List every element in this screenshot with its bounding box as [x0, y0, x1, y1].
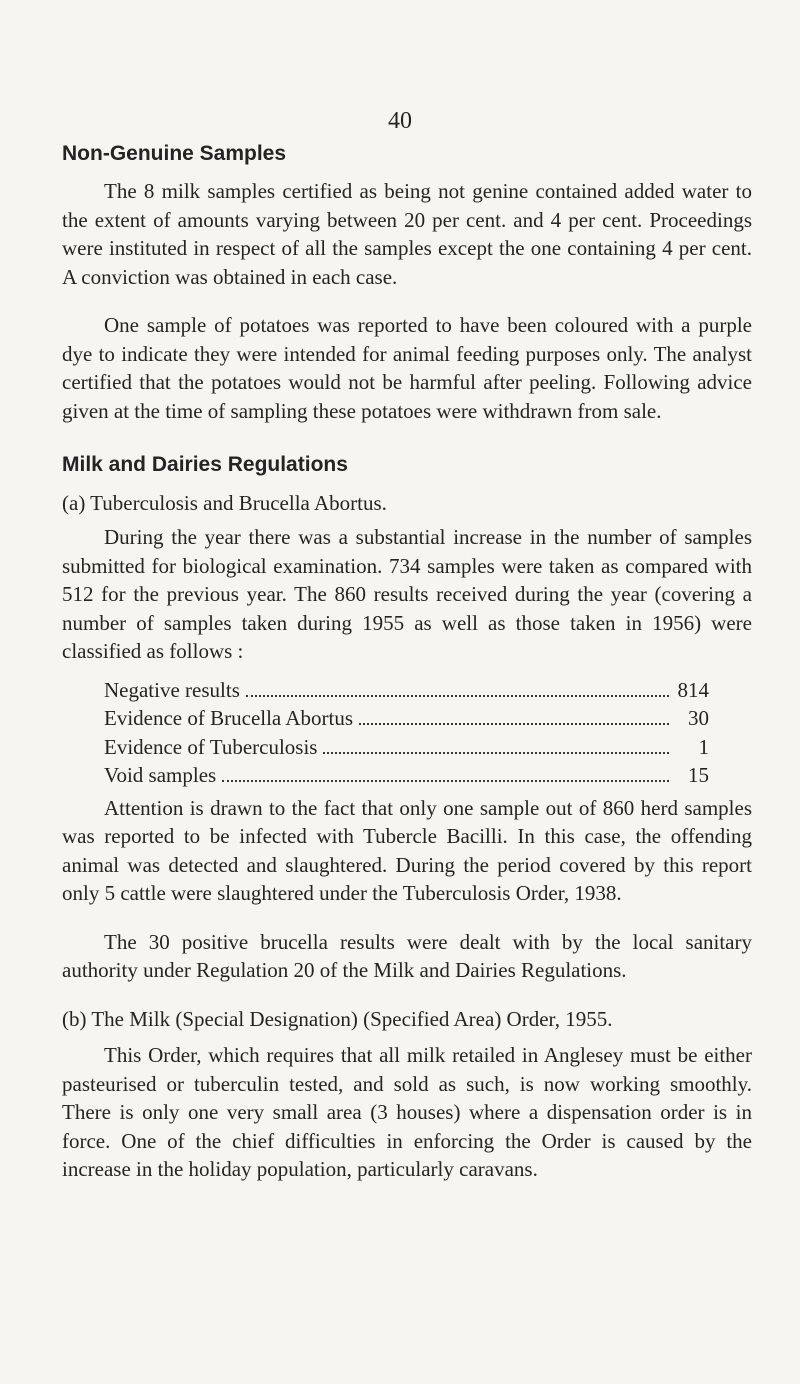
result-row-void: [104, 761, 709, 790]
subheading-special-designation-order: (b) The Milk (Special Designation) (Specified Area) Order, 1955.: [62, 1006, 613, 1031]
dot-leader: [323, 752, 669, 754]
result-label: Negative results: [104, 677, 240, 702]
paragraph-tubercle-bacilli: Attention is drawn to the fact that only one sample out of 860 herd samples was reported to be infected with Tubercle Bacilli. In this case, the offending animal was detected and slaughtered. During the period covered by this report only 5 cattle were slaughtered under the Tuberculosis Order, 1938.: [62, 795, 752, 906]
paragraph-potatoes: One sample of potatoes was reported to have been coloured with a purple dye to indicate they were intended for animal feeding purposes only. The analyst certified that the potatoes would not be harmful after peeling. Following advice given at the time of sampling these potatoes were withdrawn from sale.: [62, 313, 752, 423]
dot-leader: [222, 780, 669, 782]
page-number: 40: [388, 108, 412, 134]
result-value: 1: [698, 734, 709, 759]
result-row-tuberculosis: [104, 733, 709, 762]
result-row-negative: [104, 676, 709, 705]
dot-leader: [359, 723, 669, 725]
result-value: 30: [688, 706, 709, 731]
result-value: 814: [677, 677, 709, 702]
result-label: Evidence of Brucella Abortus: [104, 706, 354, 731]
paragraph-biological-examination: During the year there was a substantial increase in the number of samples submitted for biological examination. 734 samples were taken as compared with 512 for the previous year. The 860 results received during the year (covering a number of samples taken during 1955 as well as those taken in 1956) were classified as follows :: [62, 525, 752, 664]
dot-leader: [246, 695, 669, 697]
subheading-tuberculosis-brucella: (a) Tuberculosis and Brucella Abortus.: [62, 490, 387, 515]
page-content: [62, 140, 752, 1184]
paragraph-order-anglesey: This Order, which requires that all milk retailed in Anglesey must be either pasteurised or tuberculin tested, and sold as such, is now working smoothly. There is only one very small area (3 houses) where a dispensation order is in force. One of the chief difficulties in enforcing the Order is caused by the increase in the holiday population, particularly caravans.: [62, 1043, 752, 1182]
result-label: Evidence of Tuberculosis: [104, 734, 318, 759]
paragraph-brucella-results: The 30 positive brucella results were dealt with by the local sanitary authority under Regulation 20 of the Milk and Dairies Regulations.: [62, 929, 752, 983]
heading-non-genuine-samples: Non-Genuine Samples: [62, 142, 287, 165]
results-list: [104, 676, 709, 790]
result-row-brucella: [104, 704, 709, 733]
result-label: Void samples: [104, 763, 217, 788]
paragraph-milk-samples: The 8 milk samples certified as being not genine contained added water to the extent of amounts varying between 20 per cent. and 4 per cent. Proceedings were instituted in respect of all the samples except the one containing 4 per cent. A conviction was obtained in each case.: [62, 179, 752, 289]
result-value: 15: [688, 763, 709, 788]
heading-milk-dairies-regulations: Milk and Dairies Regulations: [62, 453, 348, 477]
